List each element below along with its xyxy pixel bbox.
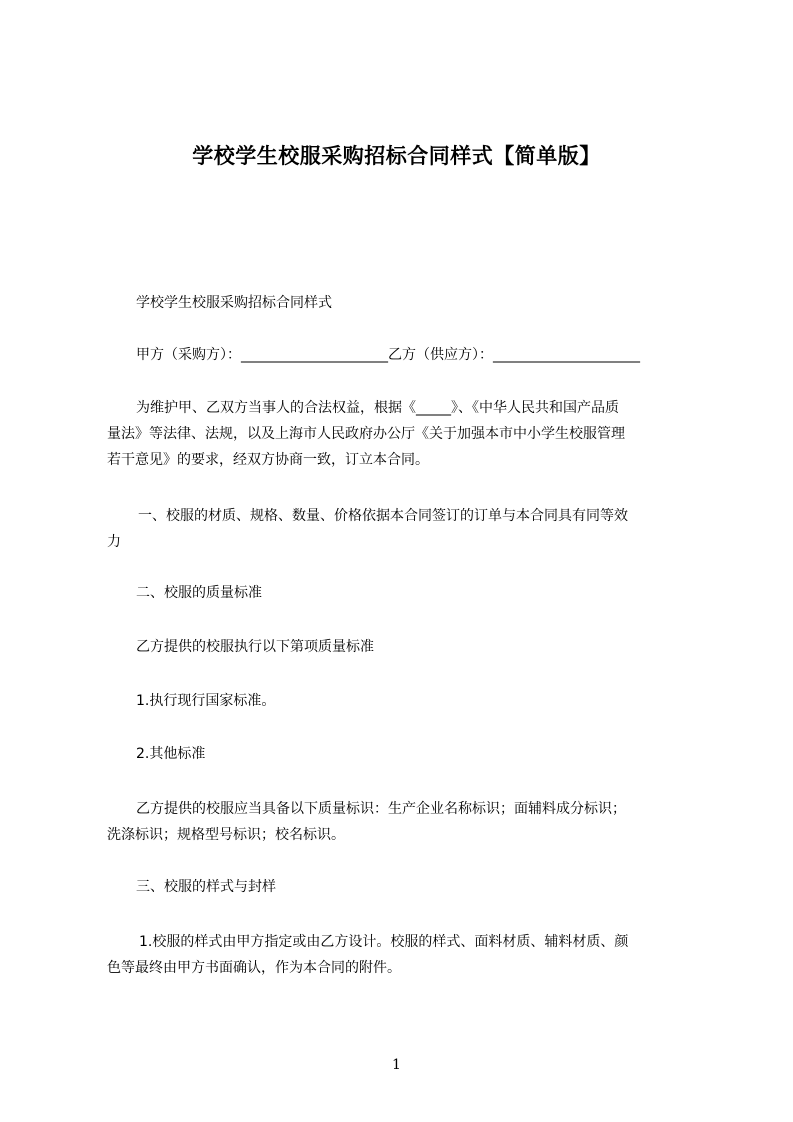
preamble-line-2: 量法》等法律、法规，以及上海市人民政府办公厅《关于加强本市中小学生校服管理 <box>107 426 625 442</box>
section3-item1-line-1: 1.校服的样式由甲方指定或由乙方设计。校服的样式、面料材质、辅料材质、颜 <box>139 934 629 950</box>
quality-labels-line-2: 洗涤标识；规格型号标识；校名标识。 <box>107 827 345 843</box>
preamble-line-3: 若干意见》的要求，经双方协商一致，订立本合同。 <box>107 452 429 468</box>
preamble-line-1: 为维护甲、乙双方当事人的合法权益，根据《_____》、《中华人民共和国产品质 <box>136 400 619 416</box>
section2-item-2: 2.其他标准 <box>136 746 206 762</box>
section1-line-2: 力 <box>107 534 121 550</box>
section3-heading: 三、校服的样式与封样 <box>136 879 276 895</box>
section2-item-1: 1.执行现行国家标准。 <box>136 693 276 709</box>
page-number: 1 <box>392 1057 401 1073</box>
quality-labels-line-1: 乙方提供的校服应当具备以下质量标识：生产企业名称标识；面辅料成分标识； <box>136 801 626 817</box>
document-subtitle: 学校学生校服采购招标合同样式 <box>136 295 332 311</box>
section2-intro: 乙方提供的校服执行以下第项质量标准 <box>136 639 374 655</box>
section3-item1-line-2: 色等最终由甲方书面确认，作为本合同的附件。 <box>107 960 401 976</box>
parties-line: 甲方（采购方）：_____________________乙方（供应方）：_____________________ <box>136 347 640 363</box>
section2-heading: 二、校服的质量标准 <box>136 585 262 601</box>
document-title: 学校学生校服采购招标合同样式【简单版】 <box>192 144 601 168</box>
section1-line-1: 一、校服的材质、规格、数量、价格依据本合同签订的订单与本合同具有同等效 <box>138 508 628 524</box>
